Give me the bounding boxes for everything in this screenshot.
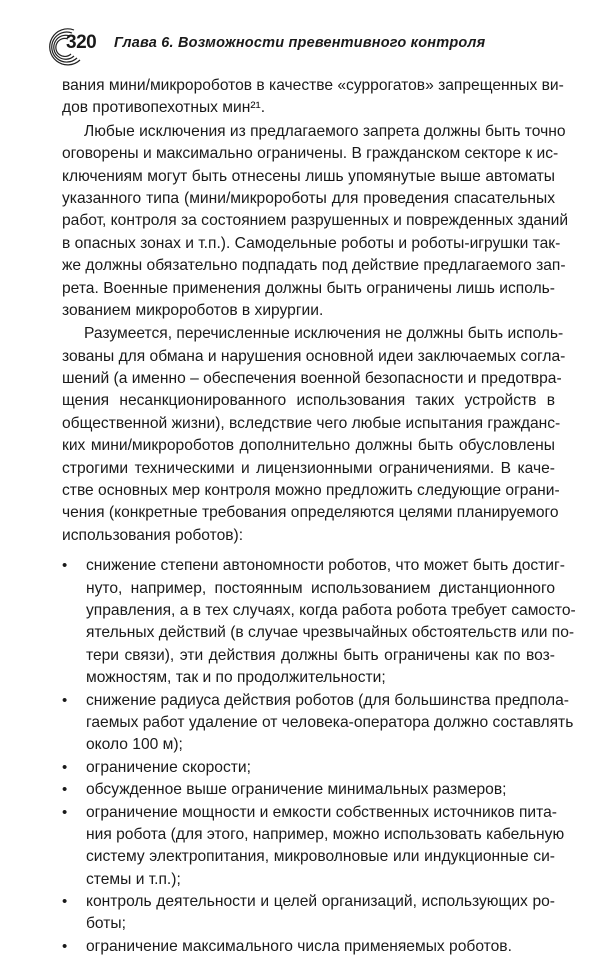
list-item bbox=[62, 555, 576, 689]
bullet-icon: • bbox=[62, 893, 68, 911]
text-line: щения несанкционированного использования таких устройств в bbox=[62, 392, 555, 410]
text-line: Разумеется, перечисленные исключения не должны быть исполь- bbox=[84, 325, 564, 343]
list-item bbox=[62, 891, 555, 936]
list-item bbox=[62, 779, 555, 801]
text-line: тери связи), эти действия должны быть ограничены как по воз- bbox=[86, 646, 555, 664]
text-line: обсужденное выше ограничение минимальных размеров; bbox=[86, 781, 507, 799]
bullet-icon: • bbox=[62, 781, 68, 799]
list-item bbox=[62, 802, 565, 892]
text-line: ключениям могут быть отнесены лишь упомянутые выше автоматы bbox=[62, 167, 555, 185]
text-line: чения (конкретные требования определяются целями планируемого bbox=[62, 504, 559, 522]
bullet-icon: • bbox=[62, 557, 68, 575]
text-line: боты; bbox=[86, 915, 126, 933]
list-item bbox=[62, 757, 555, 779]
text-line: ких мини/микророботов дополнительно должны быть обусловлены bbox=[62, 437, 555, 455]
text-line: ограничение максимального числа применяемых роботов. bbox=[86, 937, 512, 955]
text-line: управления, а в тех случаях, когда работа робота требует самосто- bbox=[86, 601, 576, 619]
paragraph bbox=[62, 121, 569, 323]
list-item bbox=[62, 690, 574, 757]
text-line: в опасных зонах и т.п.). Самодельные роботы и роботы-игрушки так- bbox=[62, 234, 561, 252]
text-line: Любые исключения из предлагаемого запрета должны быть точно bbox=[84, 122, 566, 140]
running-header bbox=[44, 24, 564, 68]
chapter-title: Глава 6. Возможности превентивного контроля bbox=[114, 35, 486, 51]
text-line: указанного типа (мини/микророботы для проведения спасательных bbox=[62, 189, 555, 207]
text-line: дов противопехотных мин²¹. bbox=[62, 99, 266, 117]
bullet-icon: • bbox=[62, 937, 68, 955]
text-line: ограничение мощности и емкости собственных источников пита- bbox=[86, 803, 557, 821]
paragraph bbox=[62, 75, 564, 120]
bullet-icon: • bbox=[62, 691, 68, 709]
text-line: шений (а именно – обеспечения военной безопасности и предотвра- bbox=[62, 370, 562, 388]
page-body bbox=[62, 75, 576, 958]
list-item bbox=[62, 936, 555, 958]
text-line: работ, контроля за состоянием разрушенных и поврежденных зданий bbox=[62, 212, 569, 230]
text-line: можностям, так и по продолжительности; bbox=[86, 669, 386, 687]
page-number: 320 bbox=[66, 32, 97, 53]
text-line: зованы для обмана и нарушения основной идеи заключаемых согла- bbox=[62, 347, 566, 365]
text-line: снижение степени автономности роботов, что может быть достиг- bbox=[86, 557, 565, 575]
text-line: стве основных мер контроля можно предложить следующие ограни- bbox=[62, 482, 560, 500]
text-line: строгими техническими и лицензионными ограничениями. В каче- bbox=[62, 459, 555, 477]
text-line: снижение радиуса действия роботов (для большинства предпола- bbox=[86, 691, 570, 709]
text-line: систему электропитания, микроволновые или индукционные си- bbox=[86, 848, 555, 866]
text-line: ятельных действий (в случае чрезвычайных обстоятельств или по- bbox=[86, 624, 575, 642]
text-line: зованием микророботов в хирургии. bbox=[62, 301, 324, 319]
text-line: около 100 м); bbox=[86, 736, 183, 754]
text-line: использования роботов): bbox=[62, 526, 244, 544]
text-line: гаемых работ удаление от человека-оператора должно составлять bbox=[86, 713, 574, 731]
text-line: ограничение скорости; bbox=[86, 758, 251, 776]
paragraph bbox=[62, 323, 566, 547]
text-line: нуто, например, постоянным использованием дистанционного bbox=[86, 579, 555, 597]
text-line: ния робота (для этого, например, можно использовать кабельную bbox=[86, 825, 565, 843]
text-line: стемы и т.п.); bbox=[86, 870, 181, 888]
text-line: общественной жизни), вследствие чего любые испытания гражданс- bbox=[62, 414, 561, 432]
bullet-list bbox=[62, 555, 576, 958]
text-line: оговорены и максимально ограничены. В гражданском секторе к ис- bbox=[62, 145, 559, 163]
text-line: вания мини/микророботов в качестве «суррогатов» запрещенных ви- bbox=[62, 77, 564, 94]
text-line: контроль деятельности и целей организаций, использующих ро- bbox=[86, 893, 555, 911]
bullet-icon: • bbox=[62, 758, 68, 776]
text-line: же должны обязательно подпадать под действие предлагаемого зап- bbox=[62, 257, 566, 275]
bullet-icon: • bbox=[62, 803, 68, 821]
text-line: рета. Военные применения должны быть ограничены лишь исполь- bbox=[62, 279, 555, 297]
